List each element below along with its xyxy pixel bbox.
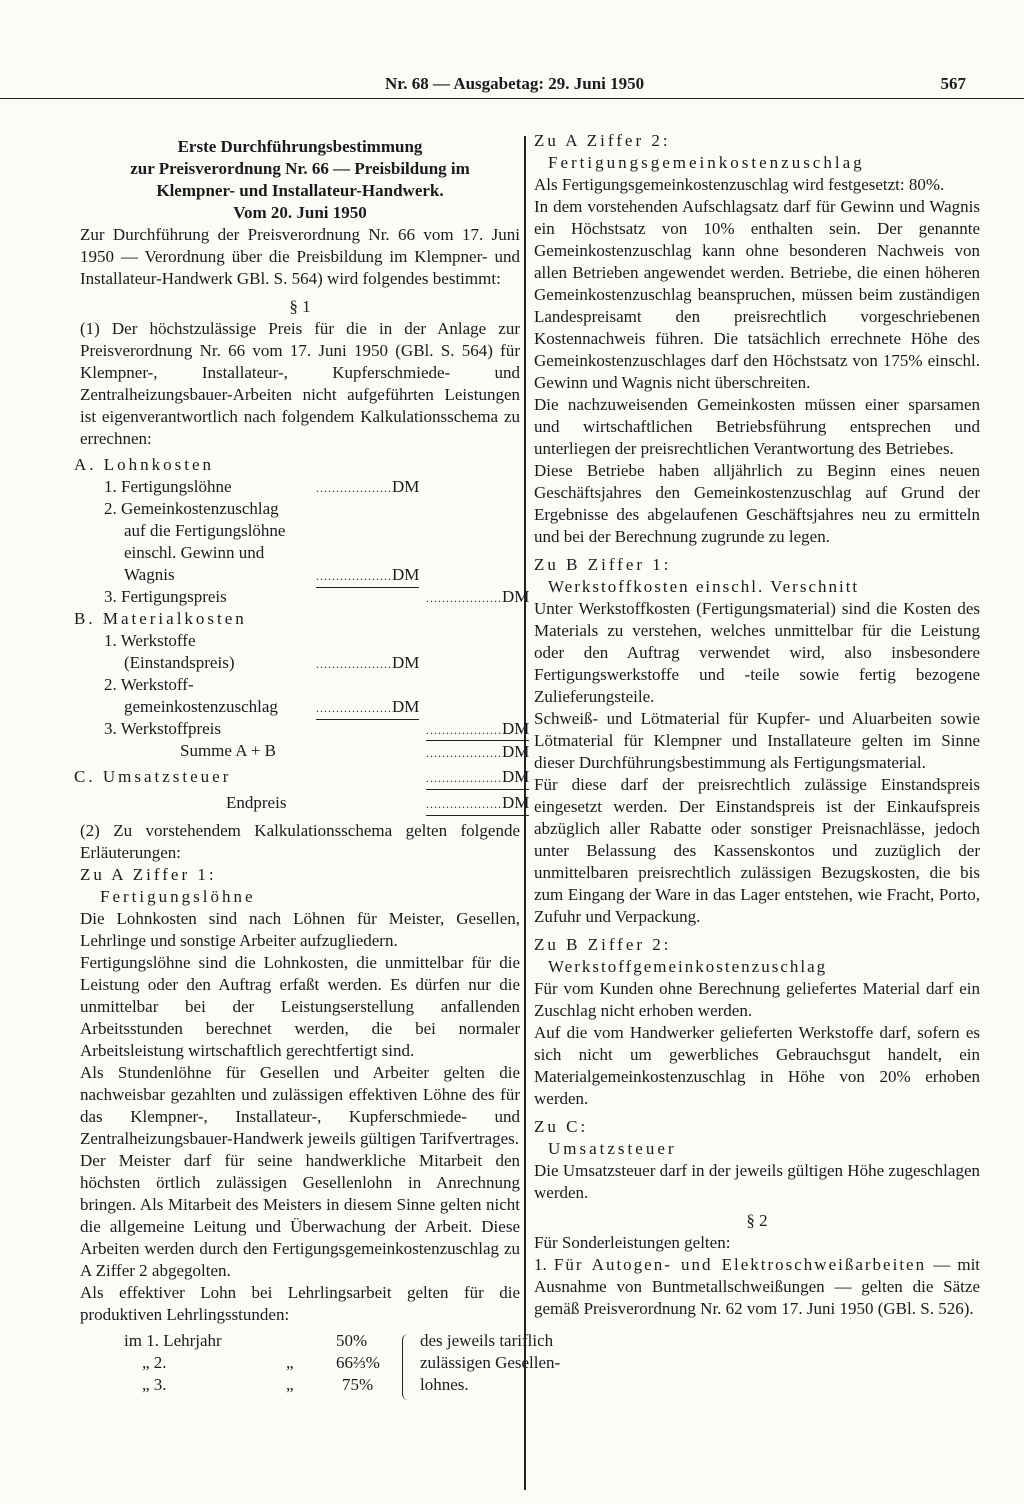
body-paragraph: Die nachzuweisenden Gemeinkosten müssen einer sparsamen und wirtschaftlichen Betriebsführung entsprechen und unterliegen der preisrechtlichen Verantwortung des Betriebes. [534, 395, 980, 458]
schema-label: Summe A + B [180, 741, 277, 760]
schema-row [74, 608, 520, 630]
schema-amount: ...................DM [426, 719, 530, 738]
schema-row [80, 652, 520, 674]
subheading-title: Fertigungsgemeinkostenzuschlag [548, 153, 865, 172]
section-2-heading: § 2 [746, 1211, 768, 1230]
schema-row [80, 630, 520, 652]
rate-value: 75% [342, 1375, 374, 1394]
schema-row [80, 674, 520, 696]
right-column [534, 130, 980, 1320]
schema-label: auf die Fertigungslöhne [124, 521, 286, 540]
list-item-emphasis: Für Autogen- und Elektroschweißarbeiten [553, 1255, 927, 1274]
schema-amount: ...................DM [316, 564, 419, 588]
rate-note: lohnes. [420, 1375, 469, 1394]
rate-label: „ 3. [142, 1375, 167, 1394]
subheading-title: Fertigungslöhne [100, 887, 256, 906]
body-paragraph: Unter Werkstoffkosten (Fertigungsmaterial) sind die Kosten des Materials zu verstehen, welches unmittelbar für die Leistung oder den Auftrag verwendet wird, also insbesondere Fertigungswerkstoffe und -teile sowie fertig bezogene Zulieferungsteile. [534, 599, 980, 706]
schema-row [80, 740, 530, 762]
document-title [80, 136, 520, 224]
rate-note: des jeweils tariflich [420, 1331, 554, 1350]
rate-value: 50% [336, 1331, 368, 1350]
schema-label: gemeinkostenzuschlag [124, 697, 278, 716]
body-paragraph: Für vom Kunden ohne Berechnung geliefertes Material darf ein Zuschlag nicht erhoben werden. [534, 979, 980, 1020]
calculation-schema [74, 454, 530, 814]
apprentice-rates [80, 1330, 561, 1402]
page-header [0, 74, 1024, 99]
schema-heading-b: B. Materialkosten [74, 609, 247, 628]
schema-label: 3. Werkstoffpreis [104, 719, 221, 738]
schema-heading-a: A. Lohnkosten [74, 455, 215, 474]
schema-row [80, 520, 520, 542]
subheading: Zu A Ziffer 1: [80, 865, 217, 884]
subheading-title: Werkstoffkosten einschl. Verschnitt [548, 577, 860, 596]
schema-row [80, 498, 520, 520]
body-paragraph: Als effektiver Lohn bei Lehrlingsarbeit gelten für die produktiven Lehrlingsstunden: [80, 1283, 520, 1324]
body-paragraph: Als Stundenlöhne für Gesellen und Arbeiter gelten die nachweisbar gezahlten und zulässigen effektiven Löhne des für das Klempner-, Installateur-, Kupferschmiede- und Zentralheizungsbauer-Handwerk jeweils gültigen Tarifvertrages. [80, 1063, 520, 1148]
schema-heading-c: C. Umsatzsteuer [74, 767, 232, 786]
subheading-title: Umsatzsteuer [548, 1139, 677, 1158]
title-line: zur Preisverordnung Nr. 66 — Preisbildung im [130, 159, 470, 178]
schema-amount: ...................DM [316, 653, 420, 672]
list-item-text: — mit Ausnahme von Buntmetallschweißungen — gelten die Sätze gemäß Preisverordnung Nr. 62 vom 17. Juni 1950 (GBl. S. 526). [534, 1255, 981, 1318]
schema-label: Wagnis [124, 565, 175, 584]
schema-label: (Einstandspreis) [124, 653, 235, 672]
body-paragraph: Fertigungslöhne sind die Lohnkosten, die unmittelbar für die Leistung oder den Auftrag erfaßt werden. Es dürfen nur die unmittelbar bei der Leistungserstellung anfallenden Arbeitsstunden berechnet werden, die bei normaler Arbeitsleistung wirtschaftlich gerechtfertigt sind. [80, 953, 520, 1060]
intro-paragraph: Zur Durchführung der Preisverordnung Nr. 66 vom 17. Juni 1950 — Verordnung über die Preisbildung im Klempner- und Installateur-Handwerk GBl. S. 564) wird folgendes bestimmt: [80, 225, 520, 288]
brace [402, 1334, 413, 1400]
schema-label: einschl. Gewinn und [124, 543, 265, 562]
page-number: 567 [940, 74, 966, 93]
subheading: Zu A Ziffer 2: [534, 131, 671, 150]
body-paragraph: Der Meister darf für seine handwerkliche Mitarbeit den höchsten örtlich zulässigen Gesellenlohn in Anrechnung bringen. Als Mitarbeit des Meisters in diesem Sinne gelten nicht die allgemeine Leitung und Überwachung der Arbeit. Diese Arbeiten werden durch den Fertigungsgemeinkostenzuschlag zu A Ziffer 2 abgegolten. [80, 1151, 520, 1280]
schema-row [80, 476, 520, 498]
schema-row [80, 586, 530, 608]
section-1-heading: § 1 [289, 297, 311, 316]
rate-label: im 1. Lehrjahr [124, 1331, 222, 1350]
body-paragraph: Schweiß- und Lötmaterial für Kupfer- und Aluarbeiten sowie Lötmaterial für Klempner und Installateure gelten im Sinne dieser Durchführungsbestimmung als Fertigungsmaterial. [534, 709, 980, 772]
left-column [74, 136, 561, 1402]
schema-row [74, 766, 530, 788]
schema-amount: ...................DM [426, 740, 529, 764]
body-paragraph: Die Lohnkosten sind nach Löhnen für Meister, Gesellen, Lehrlinge und sonstige Arbeiter aufzugliedern. [80, 909, 520, 950]
schema-row [80, 696, 520, 718]
schema-row [74, 454, 520, 476]
paragraph-1: (1) Der höchstzulässige Preis für die in der Anlage zur Preisverordnung Nr. 66 vom 17. Juni 1950 (GBl. S. 564) für Klempner-, Installateur-, Kupferschmiede- und Zentralheizungsbauer-Arbeiten nicht aufgeführten Leistungen ist eigenverantwortlich nach folgendem Kalkulationsschema zu errechnen: [80, 319, 520, 448]
schema-amount: ...................DM [426, 766, 529, 790]
body-paragraph: Als Fertigungsgemeinkostenzuschlag wird festgesetzt: 80%. [534, 175, 945, 194]
title-line: Erste Durchführungsbestimmung [177, 137, 423, 156]
rate-ditto: „ [286, 1353, 294, 1372]
paragraph-2: (2) Zu vorstehendem Kalkulationsschema gelten folgende Erläuterungen: [80, 821, 520, 862]
subheading: Zu B Ziffer 2: [534, 935, 672, 954]
subheading: Zu B Ziffer 1: [534, 555, 672, 574]
subheading: Zu C: [534, 1117, 589, 1136]
schema-label: 1. Fertigungslöhne [104, 477, 232, 496]
schema-label: Endpreis [226, 793, 287, 812]
subheading-title: Werkstoffgemeinkostenzuschlag [548, 957, 828, 976]
schema-row [80, 542, 520, 564]
list-item-number: 1. [534, 1255, 547, 1274]
list-item [534, 1254, 980, 1320]
body-paragraph: Die Umsatzsteuer darf in der jeweils gültigen Höhe zugeschlagen werden. [534, 1161, 980, 1202]
body-paragraph: Diese Betriebe haben alljährlich zu Beginn eines neuen Geschäftsjahres den Gemeinkostenzuschlag auf Grund der Ergebnisse des abgelaufenen Geschäftsjahres neu zu ermitteln und bei der Berechnung zugrunde zu legen. [534, 461, 980, 546]
title-date: Vom 20. Juni 1950 [233, 203, 367, 222]
section-2-intro: Für Sonderleistungen gelten: [534, 1233, 731, 1252]
rate-note: zulässigen Gesellen- [420, 1353, 561, 1372]
issue-header: Nr. 68 — Ausgabetag: 29. Juni 1950 [385, 74, 645, 93]
schema-amount: ...................DM [426, 587, 530, 606]
rate-ditto: „ [286, 1375, 294, 1394]
rate-value: 66⅔% [336, 1353, 380, 1372]
rate-label: „ 2. [142, 1353, 167, 1372]
schema-amount: ...................DM [426, 792, 529, 816]
schema-label: 2. Gemeinkostenzuschlag [104, 499, 279, 518]
body-paragraph: In dem vorstehenden Aufschlagsatz darf für Gewinn und Wagnis ein Höchstsatz von 10% enthalten sein. Der genannte Gemeinkostenzuschlag kann ohne besonderen Nachweis von allen Betrieben angewendet werden. Betriebe, die einen höheren Gemeinkostenzuschlag beanspruchen, müssen beim zuständigen Landespreisamt den preisrechtlich vorgeschriebenen Kostennachweis führen. Die tatsächlich errechnete Höhe des Gemeinkostenzuschlages darf den Höchstsatz von 175% einschl. Gewinn und Wagnis nicht überschreiten. [534, 197, 980, 392]
schema-label: 2. Werkstoff- [104, 675, 194, 694]
body-paragraph: Für diese darf der preisrechtlich zulässige Einstandspreis eingesetzt werden. Der Einstandspreis ist der Einkaufspreis abzüglich aller Rabatte oder sonstiger Preisnachlässe, jedoch unter Belassung des Kassenskontos und zuzüglich der unmittelbaren preisrechtlich zulässigen Bezugskosten, die bis zum Eingang der Ware in das Lager entstehen, wie Fracht, Porto, Zufuhr und Verpackung. [534, 775, 980, 926]
schema-amount: ...................DM [316, 477, 420, 496]
body-paragraph: Auf die vom Handwerker gelieferten Werkstoffe darf, sofern es sich nicht um gewerbliches Gebrauchsgut handelt, ein Materialgemeinkostenzuschlag in Höhe von 20% erhoben werden. [534, 1023, 980, 1108]
title-line: Klempner- und Installateur-Handwerk. [156, 181, 444, 200]
schema-amount: ...................DM [316, 696, 419, 720]
schema-row [80, 718, 530, 740]
schema-label: 3. Fertigungspreis [104, 587, 227, 606]
schema-row [80, 792, 530, 814]
schema-label: 1. Werkstoffe [104, 631, 196, 650]
schema-row [80, 564, 520, 586]
